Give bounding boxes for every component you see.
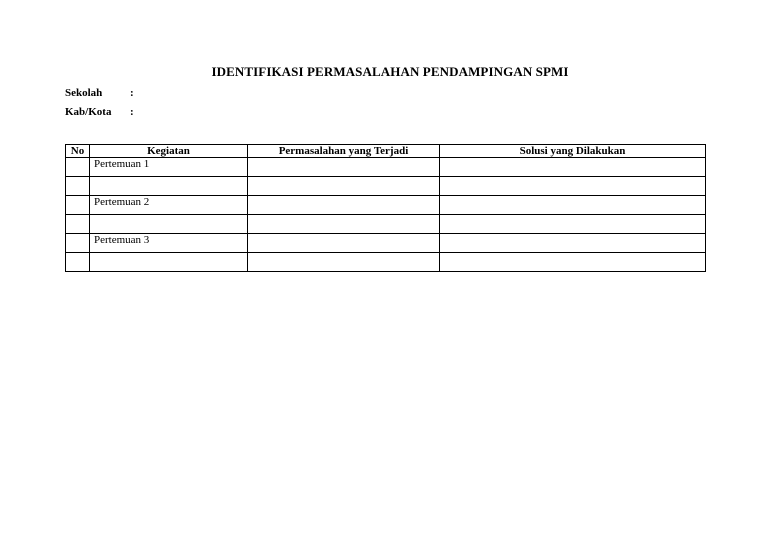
cell-solusi — [440, 196, 706, 215]
cell-no — [66, 234, 90, 253]
cell-solusi — [440, 177, 706, 196]
header-no: No — [66, 145, 90, 158]
cell-permasalahan — [248, 253, 440, 272]
table-row — [66, 215, 706, 234]
cell-permasalahan — [248, 215, 440, 234]
cell-kegiatan — [90, 253, 248, 272]
activity-problems-table — [65, 144, 706, 272]
cell-permasalahan — [248, 158, 440, 177]
field-separator: : — [130, 87, 134, 99]
table-row — [66, 196, 706, 215]
cell-kegiatan — [90, 177, 248, 196]
cell-no — [66, 215, 90, 234]
table-row — [66, 234, 706, 253]
table-row — [66, 158, 706, 177]
cell-solusi — [440, 234, 706, 253]
cell-no — [66, 196, 90, 215]
table-row — [66, 177, 706, 196]
cell-solusi — [440, 215, 706, 234]
cell-kegiatan: Pertemuan 1 — [90, 158, 248, 177]
document-title: IDENTIFIKASI PERMASALAHAN PENDAMPINGAN SPMI — [211, 64, 569, 79]
cell-kegiatan — [90, 215, 248, 234]
cell-no — [66, 177, 90, 196]
cell-no — [66, 253, 90, 272]
cell-permasalahan — [248, 177, 440, 196]
field-separator: : — [130, 106, 134, 118]
cell-solusi — [440, 253, 706, 272]
header-kegiatan: Kegiatan — [90, 145, 248, 158]
table-row — [66, 253, 706, 272]
header-permasalahan: Permasalahan yang Terjadi — [248, 145, 440, 158]
cell-kegiatan: Pertemuan 2 — [90, 196, 248, 215]
field-kab-kota — [65, 105, 140, 119]
cell-permasalahan — [248, 234, 440, 253]
cell-permasalahan — [248, 196, 440, 215]
table-header-row — [66, 145, 706, 158]
cell-solusi — [440, 158, 706, 177]
field-label-kab-kota: Kab/Kota — [65, 106, 112, 118]
field-label-sekolah: Sekolah — [65, 87, 103, 99]
header-solusi: Solusi yang Dilakukan — [440, 145, 706, 158]
field-sekolah — [65, 86, 140, 100]
cell-kegiatan: Pertemuan 3 — [90, 234, 248, 253]
cell-no — [66, 158, 90, 177]
